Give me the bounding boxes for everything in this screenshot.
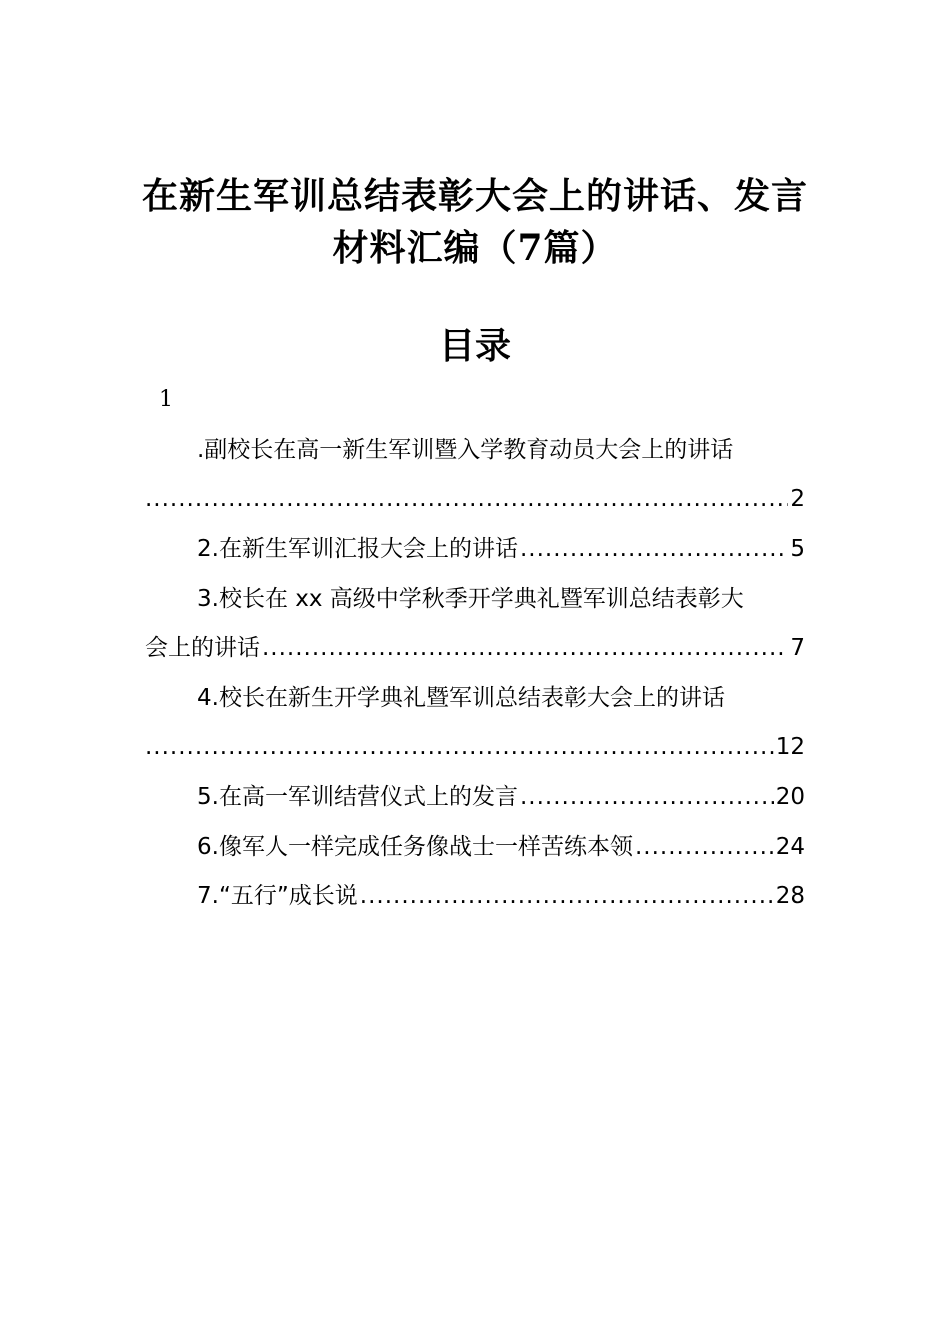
toc-entry-title: .副校长在高一新生军训暨入学教育动员大会上的讲话 (197, 437, 734, 463)
toc-entry-page: 28 (775, 883, 805, 909)
toc-dot-leader (520, 780, 774, 814)
toc-entry-7[interactable] (145, 879, 805, 913)
toc-entry-3-text[interactable] (145, 582, 805, 616)
toc-entry-2[interactable] (145, 532, 805, 566)
toc-entry-1-leader[interactable] (145, 482, 805, 516)
toc-entry-4-text[interactable] (145, 681, 805, 715)
toc-dot-leader (262, 631, 788, 665)
toc-entry-page: 5 (790, 536, 805, 562)
toc-heading: 目录 (438, 325, 511, 367)
toc-entry-4-leader[interactable] (145, 730, 805, 764)
toc-dot-leader (635, 830, 774, 864)
toc-entry-page: 12 (775, 734, 805, 760)
toc-dot-leader (360, 879, 774, 913)
toc-entry-page: 24 (775, 834, 805, 860)
toc-entry-6[interactable] (145, 830, 805, 864)
toc-entry-page: 2 (790, 486, 805, 512)
toc-entry-title: 7.“五行”成长说 (197, 883, 358, 909)
toc-entry-title: 3.校长在 xx 高级中学秋季开学典礼暨军训总结表彰大 (197, 586, 744, 612)
toc-entry-title: 2.在新生军训汇报大会上的讲话 (197, 536, 518, 562)
toc-entry-title-continued: 会上的讲话 (145, 635, 260, 661)
document-title-line-1: 在新生军训总结表彰大会上的讲话、发言 (141, 175, 808, 217)
toc-entry-page: 20 (775, 784, 805, 810)
toc-entry-5[interactable] (145, 780, 805, 814)
toc-entry-title: 5.在高一军训结营仪式上的发言 (197, 784, 518, 810)
toc-dot-leader (520, 532, 788, 566)
document-title-line-2: 材料汇编（7篇） (332, 227, 618, 269)
toc-entry-1-text[interactable] (145, 433, 805, 467)
toc-entry-title: 6.像军人一样完成任务像战士一样苦练本领 (197, 834, 633, 860)
toc-entry-3-leader[interactable] (145, 631, 805, 665)
toc-entry-page: 7 (790, 635, 805, 661)
toc-dot-leader (145, 730, 774, 764)
stray-number: 1 (159, 387, 173, 412)
toc-entry-title: 4.校长在新生开学典礼暨军训总结表彰大会上的讲话 (197, 685, 725, 711)
toc-dot-leader (145, 482, 788, 516)
